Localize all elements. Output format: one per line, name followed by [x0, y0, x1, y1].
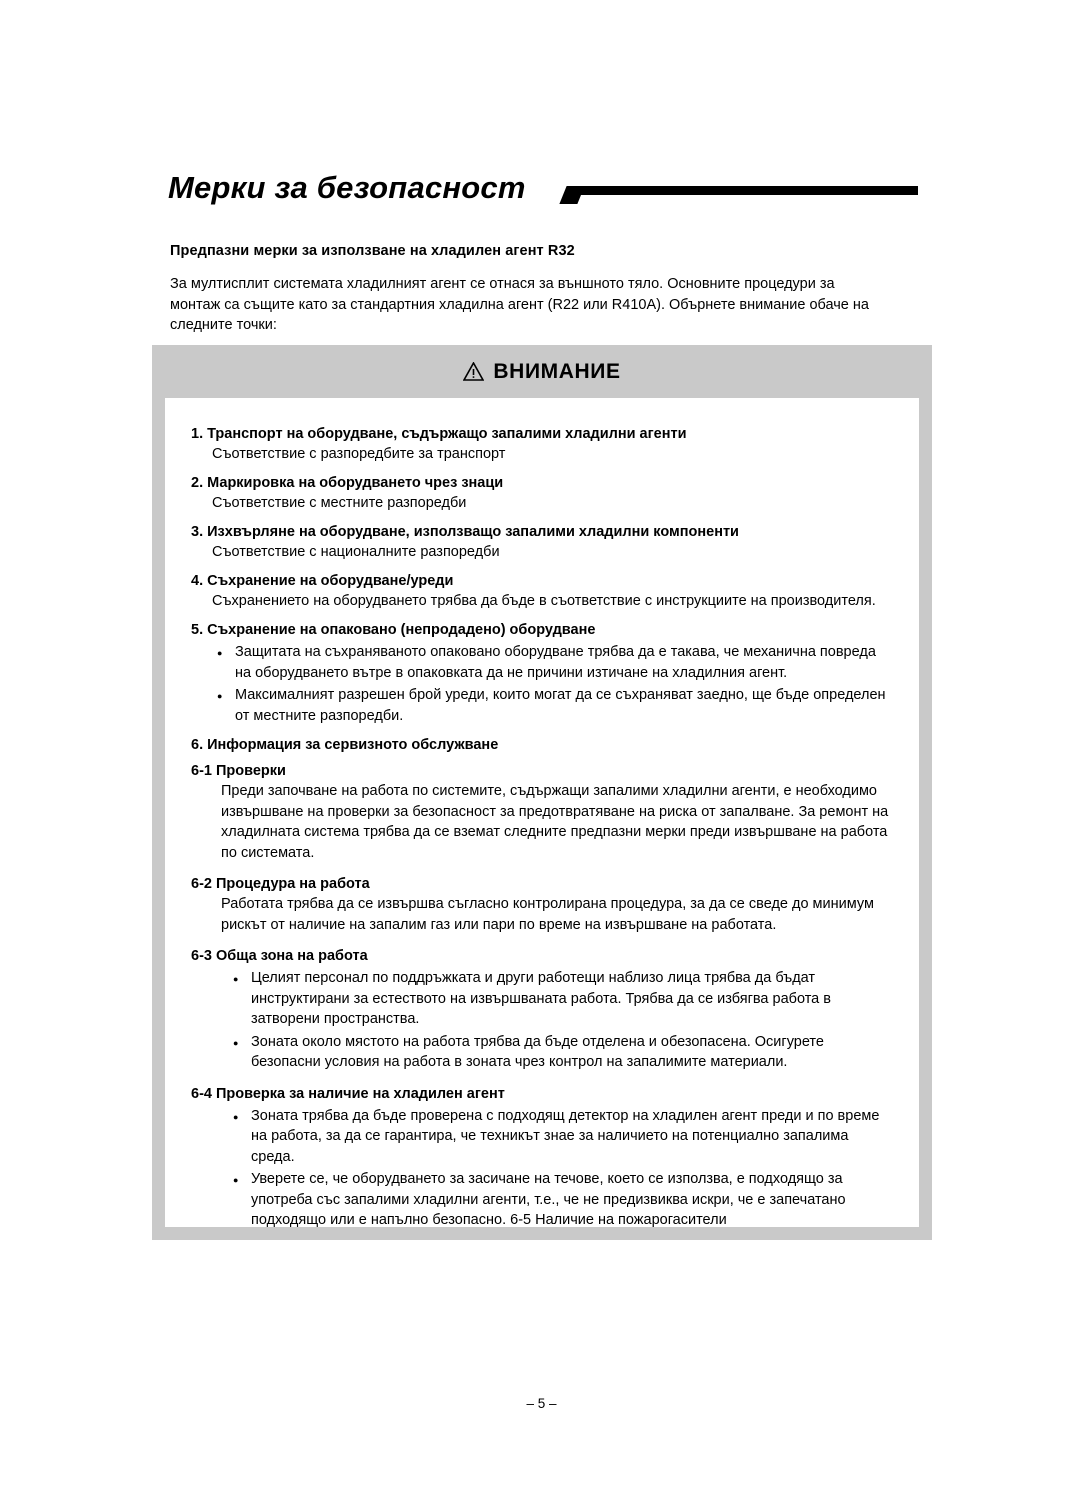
subsection — [191, 1084, 893, 1228]
bullet-item: ● Зоната трябва да бъде проверена с подходящ детектор на хладилен агент преди и по време на работа, за да се гарантира, че техникът знае за наличието на потенциално запалима среда. — [233, 1106, 893, 1168]
subsection-body: Преди започване на работа по системите, съдържащи запалими хладилни агенти, е необходимо извършване на проверки за безопасност за предотвратяване на риска от запалване. За ремонт на хладилната система трябва да се вземат следните предпазни мерки преди извършване на работа по системата. — [221, 783, 889, 861]
list-item — [191, 522, 893, 562]
warning-box-content — [165, 398, 919, 1227]
subsection — [191, 946, 893, 1073]
item-body: Съответствие с разпоредбите за транспорт — [212, 446, 506, 462]
item-heading: 2. Маркировка на оборудването чрез знаци — [191, 475, 504, 491]
subsection — [191, 761, 893, 863]
subsection — [191, 874, 893, 935]
list-item — [191, 473, 893, 513]
item-heading: 5. Съхранение на опаковано (непродадено) оборудване — [191, 622, 596, 638]
item-heading: 1. Транспорт на оборудване, съдържащо запалими хладилни агенти — [191, 426, 687, 442]
item-body: Съответствие с националните разпоредби — [212, 544, 500, 560]
list-item — [191, 735, 893, 1227]
list-item — [191, 571, 893, 611]
item-heading: 3. Изхвърляне на оборудване, използващо запалими хладилни компоненти — [191, 524, 739, 540]
item-body: Съхранението на оборудването трябва да бъде в съответствие с инструкциите на производителя. — [212, 593, 876, 609]
bullet-item: ● Целият персонал по поддръжката и други работещи наблизо лица трябва да бъдат инструктирани за естеството на извършваната работа. Трябва да се избягва работа в затворени пространства. — [233, 968, 893, 1030]
bullet-item: ● Зоната около мястото на работа трябва да бъде отделена и обезопасена. Осигурете безопасни условия на работа в зоната чрез контрол на запалимите материали. — [233, 1032, 893, 1073]
subsection-body: Работата трябва да се извършва съгласно контролирана процедура, за да се сведе до минимум рискът от наличие на запалим газ или пари по време на извършване на работата. — [221, 896, 874, 933]
bullet-item: ● Уверете се, че оборудването за засичане на течове, което се използва, е подходящо за употреба със запалими хладилни агенти, т.е., че не предизвиква искри, че е запечатано подходящо или е напълно безопасно. 6-5 Наличие на пожарогасители — [233, 1169, 893, 1227]
warning-triangle-icon — [463, 362, 484, 381]
subsection-heading: 6-2 Процедура на работа — [191, 876, 370, 892]
subsection-heading: 6-3 Обща зона на работа — [191, 948, 368, 964]
warning-box — [152, 345, 932, 1240]
page-title-block — [168, 168, 918, 222]
page-title: Мерки за безопасност — [168, 170, 526, 205]
bullet-item: ● Максималният разрешен брой уреди, които могат да се съхраняват заедно, ще бъде определен от местните разпоредби. — [217, 685, 893, 726]
item-body: Съответствие с местните разпоредби — [212, 495, 467, 511]
subsection-heading: 6-1 Проверки — [191, 763, 286, 779]
item-heading: 4. Съхранение на оборудване/уреди — [191, 573, 454, 589]
title-decorative-rule — [563, 184, 918, 204]
warning-box-header — [152, 345, 932, 398]
item-heading: 6. Информация за сервизното обслужване — [191, 737, 499, 753]
bullet-item: ● Защитата на съхраняваното опаковано оборудване трябва да е такава, че механична повреда на оборудването вътре в опаковката да не причини изтичане на хладилния агент. — [217, 642, 893, 683]
title-rule-bar — [577, 186, 918, 195]
warning-label: ВНИМАНИЕ — [493, 359, 621, 383]
intro-paragraph: За мултисплит системата хладилният агент се отнася за външното тяло. Основните процедури за монтаж са същите като за стандартния хладилна агент (R22 или R410A). Обърнете внимание обаче на следните точки: — [170, 276, 869, 333]
bullet-list — [191, 968, 893, 1073]
subsection-heading: 6-4 Проверка за наличие на хладилен агент — [191, 1085, 505, 1102]
list-item — [191, 620, 893, 726]
page-number: – 5 – — [526, 1396, 557, 1411]
list-item — [191, 424, 893, 464]
section-subheading: Предпазни мерки за използване на хладилен агент R32 — [170, 243, 575, 259]
bullet-list — [191, 642, 893, 726]
bullet-list — [191, 1106, 893, 1228]
